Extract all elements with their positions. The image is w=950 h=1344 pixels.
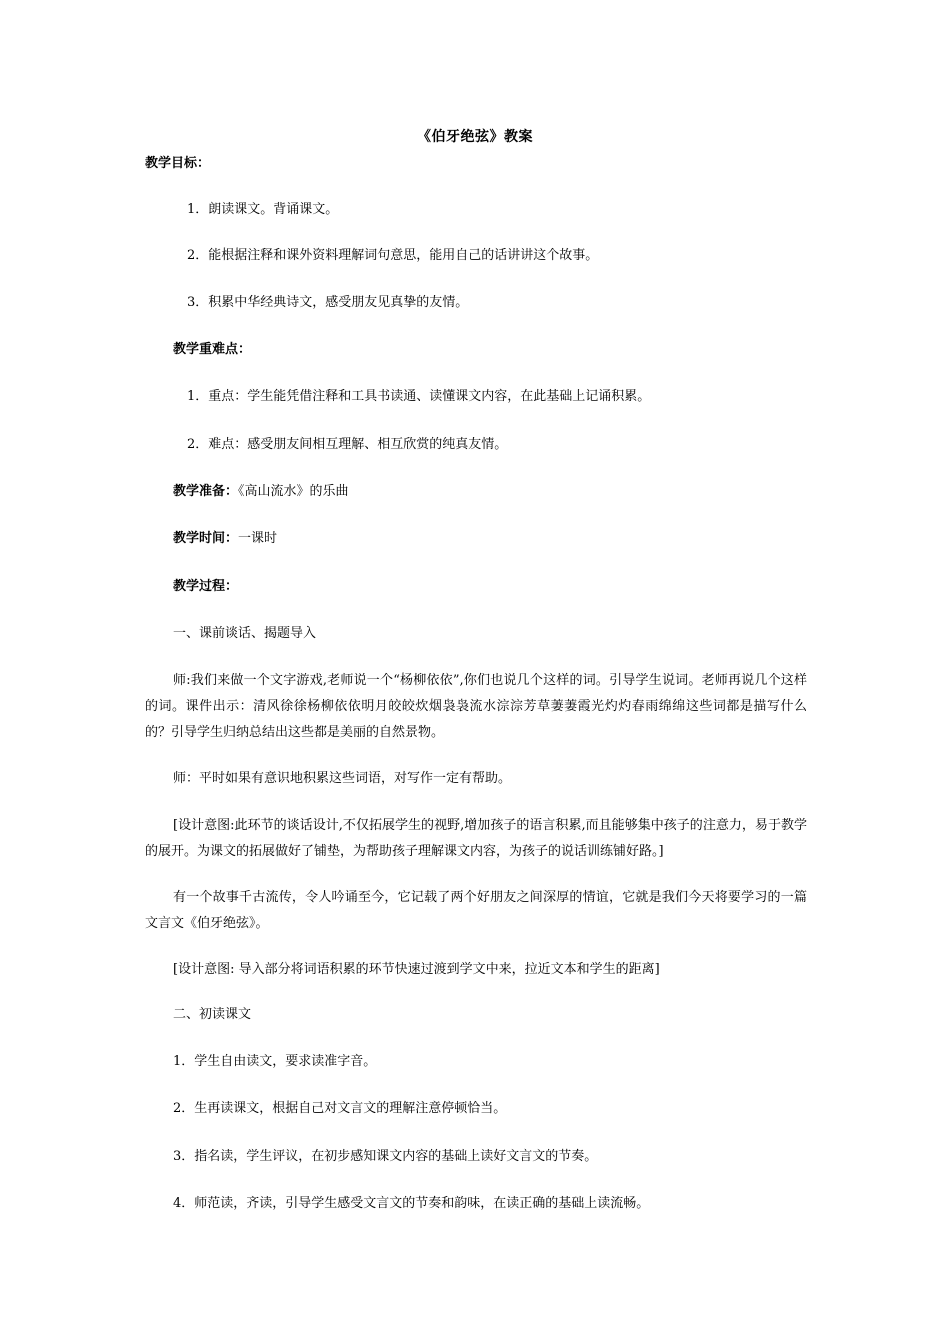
time-label: 教学时间： (173, 531, 239, 546)
section-heading: 二、初读课文 (173, 1007, 252, 1022)
objective-item: 1．朗读课文。背诵课文。 (187, 202, 339, 217)
key-points-heading: 教学重难点： (173, 342, 252, 357)
document-title: 《伯牙绝弦》教案 (417, 129, 533, 145)
objective-item: 3．积累中华经典诗文，感受朋友见真挚的友情。 (187, 295, 469, 310)
design-intent-paragraph: [设计意图: 导入部分将词语积累的环节快速过渡到学文中来，拉近文本和学生的距离] (173, 962, 660, 977)
objectives-heading: 教学目标： (145, 156, 211, 171)
process-heading: 教学过程： (173, 579, 239, 594)
paragraph: 有一个故事千古流传，令人吟诵至今，它记载了两个好朋友之间深厚的情谊，它就是我们今天将要学习的一篇文言文《伯牙绝弦》。 (145, 890, 807, 931)
time-value: 一课时 (238, 531, 278, 546)
preparation-line (173, 483, 349, 501)
time-line (173, 530, 277, 548)
preparation-label: 教学准备： (173, 484, 239, 499)
objective-item: 2．能根据注释和课外资料理解词句意思，能用自己的话讲讲这个故事。 (187, 248, 599, 263)
step-item: 1．学生自由读文，要求读准字音。 (173, 1054, 377, 1069)
design-intent-paragraph: [设计意图:此环节的谈话设计,不仅拓展学生的视野,增加孩子的语言积累,而且能够集中孩子的注意力，易于教学的展开。为课文的拓展做好了铺垫，为帮助孩子理解课文内容，为孩子的说话训练铺好路。] (145, 818, 807, 859)
paragraph: 师:我们来做一个文字游戏,老师说一个“杨柳依依”,你们也说几个这样的词。引导学生说词。老师再说几个这样的词。课件出示：清风徐徐杨柳依依明月皎皎炊烟袅袅流水淙淙芳草萋萋霞光灼灼春雨绵绵这些词都是描写什么的？引导学生归纳总结出这些都是美丽的自然景物。 (145, 673, 807, 740)
key-point-item: 2．难点：感受朋友间相互理解、相互欣赏的纯真友情。 (187, 437, 508, 452)
section-heading: 一、课前谈话、揭题导入 (173, 626, 317, 641)
preparation-value: 《高山流水》的乐曲 (238, 484, 349, 499)
step-item: 3．指名读，学生评议，在初步感知课文内容的基础上读好文言文的节奏。 (173, 1149, 598, 1164)
paragraph: 师：平时如果有意识地积累这些词语，对写作一定有帮助。 (173, 771, 512, 786)
step-item: 4．师范读，齐读，引导学生感受文言文的节奏和韵味，在读正确的基础上读流畅。 (173, 1196, 650, 1211)
step-item: 2．生再读课文，根据自己对文言文的理解注意停顿恰当。 (173, 1101, 507, 1116)
key-point-item: 1．重点：学生能凭借注释和工具书读通、读懂课文内容，在此基础上记诵积累。 (187, 389, 651, 404)
